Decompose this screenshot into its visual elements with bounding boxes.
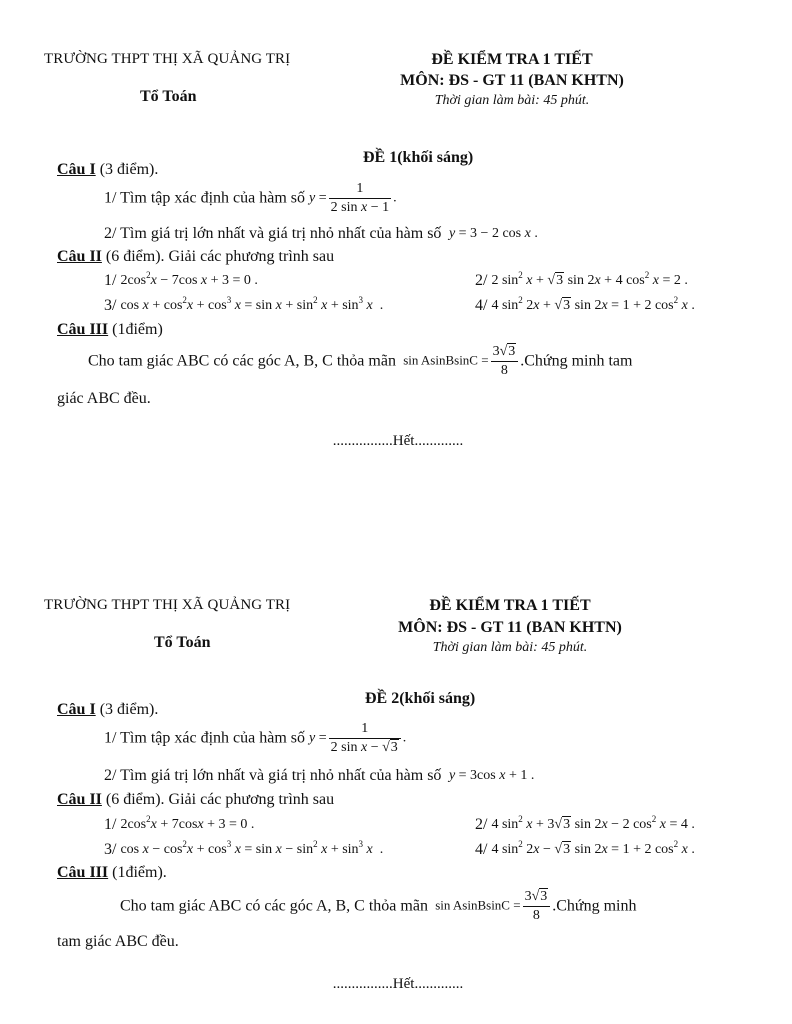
formula: sin AsinBsinC = $\frac{3√3}{8}$	[432, 888, 552, 925]
question-label: Câu I	[57, 701, 96, 718]
question-3-header	[57, 321, 163, 339]
exam-2	[0, 546, 792, 1016]
formula: y = 3cos x + 1 .	[448, 768, 535, 784]
question-1-header	[57, 701, 158, 719]
question-label: Câu III	[57, 321, 109, 338]
equation-4: 4/ 4 $\sin^2 2x - √3$ sin 2x = 1 + 2 $\cos^2 x$ .	[475, 839, 695, 858]
question-2-header	[57, 248, 334, 266]
question-points: (6 điểm). Giải các phương trình sau	[101, 248, 335, 265]
question-text: 2/ Tìm giá trị lớn nhất và giá trị nhỏ nhất của hàm số	[104, 767, 442, 784]
question-text: 1/ Tìm tập xác định của hàm số	[104, 189, 305, 207]
question-3-body	[88, 343, 632, 380]
question-points: (6 điểm). Giải các phương trình sau	[101, 791, 335, 808]
equation-3: 3/ $\cos x + \cos^2x + \cos^3 x = \sin x + \sin^2 x + \sin^3 x$ .	[104, 295, 384, 314]
exam-title: ĐỀ KIỂM TRA 1 TIẾT	[431, 51, 593, 68]
question-points: (3 điểm).	[95, 161, 159, 178]
equation-1: 1/ $2\cos^2x - 7\cos$ x + 3 = 0 .	[104, 270, 258, 289]
exam-code: ĐỀ 1(khối sáng)	[363, 149, 474, 166]
question-text: 1/ Tìm tập xác định của hàm số	[104, 729, 305, 747]
question-text-tail: .Chứng minh tam	[520, 352, 633, 370]
equation-4: 4/ 4 $\sin^2 2x + √3$ sin 2x = 1 + 2 $\cos^2 x$ .	[475, 295, 695, 314]
formula: y = 3 − 2 cos x .	[448, 226, 538, 242]
formula: sin AsinBsinC = $\frac{3√3}{8}$	[400, 343, 520, 380]
department: Tổ Toán	[140, 88, 197, 105]
question-1-1	[104, 180, 397, 217]
formula: y = $\frac{1}{\text{2 sin x − 1}}$ .	[309, 181, 397, 215]
equation-2: 2/ 2 $\sin^2 x + √3$ sin 2x + 4 $\cos^2 x = 2$ .	[475, 270, 688, 289]
question-3-body	[120, 888, 636, 925]
end-marker: ................Hết.............	[332, 433, 464, 449]
question-3-header	[57, 864, 167, 882]
question-label: Câu III	[57, 864, 109, 881]
question-label: Câu II	[57, 791, 102, 808]
exam-time: Thời gian làm bài: 45 phút.	[432, 640, 588, 655]
exam-subject: MÔN: ĐS - GT 11 (BAN KHTN)	[398, 619, 622, 636]
question-points: (1điểm)	[108, 321, 163, 338]
question-label: Câu II	[57, 248, 102, 265]
question-text-tail: .Chứng minh	[552, 897, 637, 915]
question-text: Cho tam giác ABC có các góc A, B, C thỏa mãn	[120, 897, 428, 915]
question-1-2	[104, 225, 538, 243]
question-1-header	[57, 161, 158, 179]
school-name: TRƯỜNG THPT THỊ XÃ QUẢNG TRỊ	[44, 51, 291, 67]
question-3-line2: tam giác ABC đều.	[57, 933, 179, 950]
formula: y = $\frac{1}{\text{2 sin x − √3}}$ .	[309, 721, 407, 755]
equation-1: 1/ $2\cos^2x + 7\cos x + 3 = 0$ .	[104, 814, 255, 833]
question-1-2	[104, 767, 534, 785]
school-name: TRƯỜNG THPT THỊ XÃ QUẢNG TRỊ	[44, 597, 291, 613]
question-points: (1điểm).	[108, 864, 167, 881]
question-label: Câu I	[57, 161, 96, 178]
equation-3: 3/ $\cos x - \cos^2x + \cos^3 x = \sin x - \sin^2 x + \sin^3 x$ .	[104, 839, 384, 858]
equation-2: 2/ 4 $\sin^2 x + 3√3$ sin 2x − 2 $\cos^2 x = 4$ .	[475, 814, 695, 833]
department: Tổ Toán	[154, 634, 211, 651]
exam-code: ĐỀ 2(khối sáng)	[365, 690, 476, 707]
exam-time: Thời gian làm bài: 45 phút.	[434, 93, 590, 108]
question-1-1	[104, 720, 406, 757]
question-text: Cho tam giác ABC có các góc A, B, C thỏa mãn	[88, 352, 396, 370]
exam-title: ĐỀ KIỂM TRA 1 TIẾT	[429, 597, 591, 614]
question-2-header	[57, 791, 334, 809]
question-3-line2: giác ABC đều.	[57, 390, 151, 407]
question-text: 2/ Tìm giá trị lớn nhất và giá trị nhỏ nhất của hàm số	[104, 225, 442, 242]
exam-subject: MÔN: ĐS - GT 11 (BAN KHTN)	[400, 72, 624, 89]
end-marker: ................Hết.............	[332, 976, 464, 992]
question-points: (3 điểm).	[95, 701, 159, 718]
exam-1	[0, 0, 792, 470]
